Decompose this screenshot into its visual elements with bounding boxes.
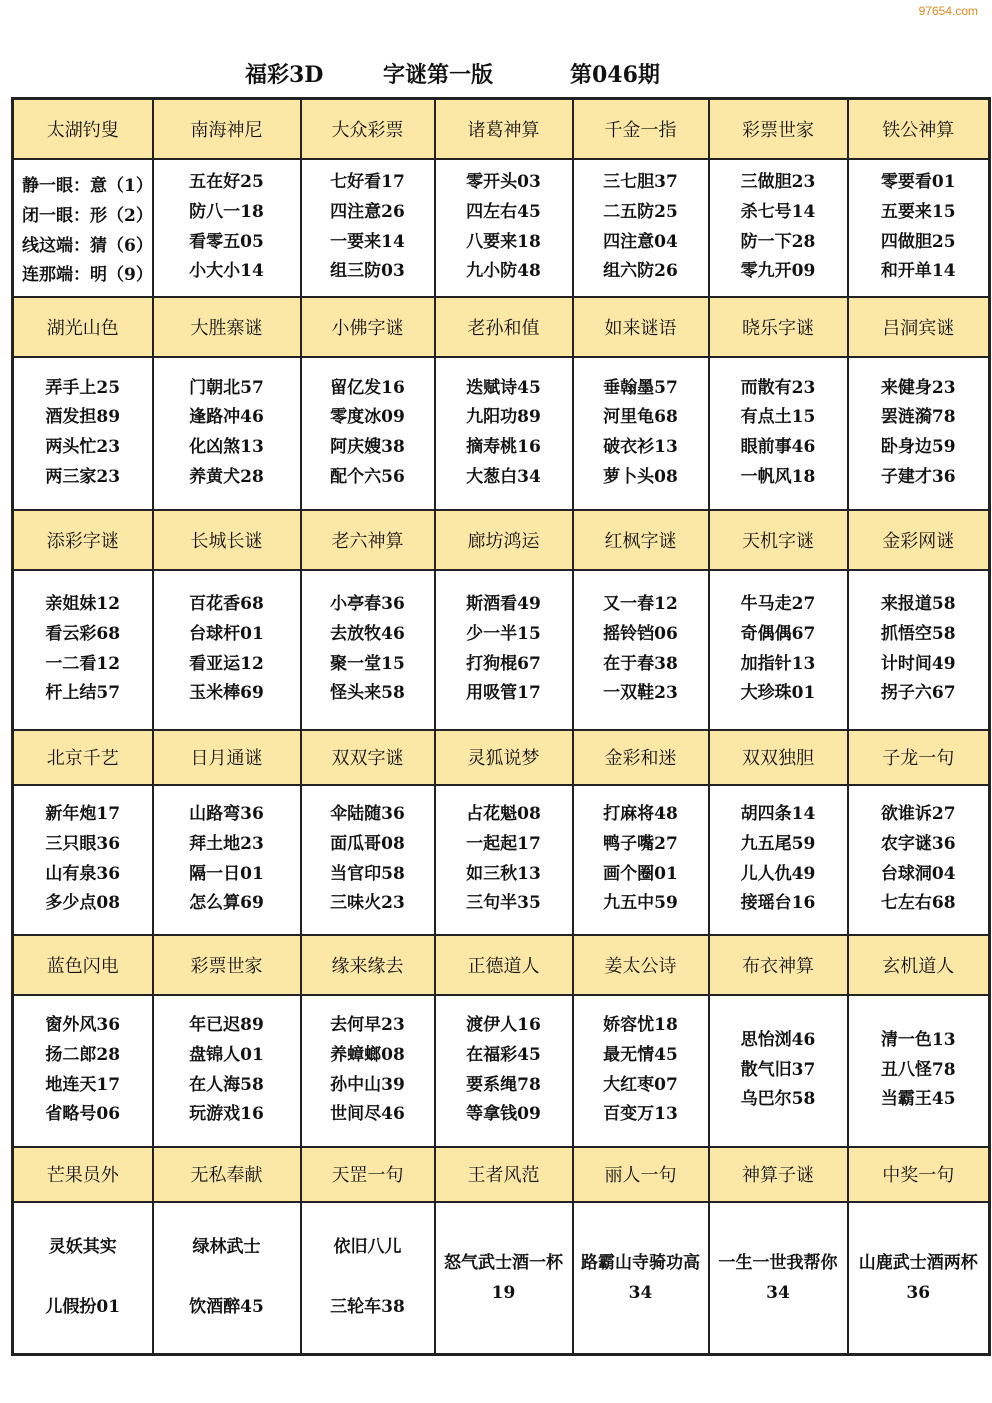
riddle-line: 农字谜36 — [880, 833, 956, 854]
riddle-cell — [435, 785, 573, 935]
riddle-line: 大红枣07 — [603, 1074, 678, 1095]
author-name: 丽人一句 — [573, 1147, 709, 1202]
riddle-line: 一要来14 — [330, 231, 405, 252]
riddle-line: 接瑶台16 — [740, 893, 816, 914]
riddle-line: 去何早23 — [330, 1015, 405, 1036]
riddle-line: 怎么算69 — [189, 893, 264, 914]
riddle-line: 卧身边59 — [880, 437, 956, 457]
riddle-line: 三只眼36 — [45, 833, 121, 854]
riddle-line: 儿人仇49 — [740, 863, 816, 884]
riddle-line: 零要看01 — [880, 172, 956, 193]
author-name: 芒果员外 — [13, 1147, 153, 1202]
riddle-line: 九小防48 — [466, 261, 541, 282]
riddle-line: 有点土15 — [740, 407, 816, 428]
author-name: 彩票世家 — [709, 99, 848, 159]
author-name: 廊坊鸿运 — [435, 510, 573, 570]
riddle-line: 零开头03 — [466, 172, 541, 193]
riddle-line: 三七胆37 — [603, 172, 678, 193]
riddle-cell — [573, 570, 709, 730]
riddle-cell — [13, 995, 153, 1147]
riddle-line: 灵妖其实 — [48, 1237, 117, 1258]
riddle-cell — [153, 357, 301, 510]
riddle-cell — [435, 995, 573, 1147]
riddle-line: 三句半35 — [466, 893, 541, 914]
riddle-line: 怪头来58 — [330, 683, 405, 704]
author-name: 子龙一句 — [848, 730, 990, 785]
riddle-line: 孙中山39 — [330, 1074, 405, 1095]
riddle-line: 占花魁08 — [466, 804, 541, 825]
riddle-line: 山鹿武士酒两杯36 — [858, 1252, 978, 1303]
riddle-line: 最无情45 — [603, 1044, 678, 1065]
author-name: 千金一指 — [573, 99, 709, 159]
intro-line: 线这端：猜（6） — [22, 235, 153, 256]
riddle-line: 盘锦人01 — [189, 1044, 264, 1065]
riddle-cell — [153, 785, 301, 935]
riddle-line: 胡四条14 — [740, 804, 816, 825]
riddle-cell — [848, 785, 990, 935]
riddle-line: 七好看17 — [330, 172, 405, 193]
author-name: 北京千艺 — [13, 730, 153, 785]
riddle-cell — [153, 159, 301, 297]
riddle-cell — [573, 159, 709, 297]
riddle-cell — [301, 1202, 435, 1355]
riddle-line: 用吸管17 — [466, 683, 541, 704]
riddle-line: 当官印58 — [330, 863, 405, 884]
author-name: 天机字谜 — [709, 510, 848, 570]
riddle-row — [13, 570, 990, 730]
riddle-line: 一二看12 — [45, 653, 121, 674]
riddle-line: 配个六56 — [330, 466, 405, 487]
riddle-cell — [709, 785, 848, 935]
riddle-cell — [848, 357, 990, 510]
riddle-cell — [301, 357, 435, 510]
riddle-line: 百变万13 — [603, 1104, 678, 1125]
riddle-row — [13, 995, 990, 1147]
riddle-cell — [435, 159, 573, 297]
author-name: 双双字谜 — [301, 730, 435, 785]
lottery-name: 福彩3D — [245, 62, 324, 88]
header-row — [13, 510, 990, 570]
riddle-line: 门朝北57 — [189, 377, 264, 398]
riddle-line: 拐子六67 — [880, 683, 956, 704]
header-row — [13, 99, 990, 159]
riddle-line: 九五中59 — [603, 893, 678, 914]
riddle-line: 地连天17 — [45, 1074, 121, 1095]
riddle-cell — [709, 1202, 848, 1355]
riddle-cell — [573, 995, 709, 1147]
riddle-line: 伞陆随36 — [330, 804, 405, 825]
riddle-line: 萝卜头08 — [603, 466, 678, 487]
riddle-line: 组三防03 — [330, 261, 405, 282]
riddle-line: 看零五05 — [189, 231, 264, 252]
riddle-line: 防一下28 — [740, 231, 816, 252]
riddle-line: 九五尾59 — [740, 833, 816, 854]
author-name: 老六神算 — [301, 510, 435, 570]
author-name: 小佛字谜 — [301, 297, 435, 357]
riddle-line: 奇偶偶67 — [740, 623, 816, 644]
riddle-line: 当霸王45 — [880, 1089, 956, 1110]
riddle-cell — [153, 1202, 301, 1355]
riddle-cell — [13, 570, 153, 730]
riddle-line: 罢涟漪78 — [880, 407, 956, 428]
author-name: 王者风范 — [435, 1147, 573, 1202]
riddle-line: 加指针13 — [740, 653, 816, 674]
riddle-line: 打狗棍67 — [466, 653, 541, 674]
riddle-line: 扬二郎28 — [45, 1044, 121, 1065]
riddle-line: 绿林武士 — [192, 1237, 261, 1258]
riddle-line: 组六防26 — [603, 261, 678, 282]
riddle-line: 养蟑螂08 — [330, 1044, 405, 1065]
riddle-line: 如三秋13 — [466, 863, 541, 884]
riddle-cell — [709, 159, 848, 297]
riddle-cell — [848, 570, 990, 730]
page-title — [0, 58, 992, 92]
riddle-cell — [301, 570, 435, 730]
riddle-line: 大葱白34 — [466, 466, 541, 487]
issue-number: 第046期 — [570, 62, 660, 88]
riddle-line: 来报道58 — [880, 594, 956, 615]
riddle-line: 零度冰09 — [330, 407, 405, 428]
author-name: 无私奉献 — [153, 1147, 301, 1202]
riddle-line: 四做胆25 — [880, 231, 956, 252]
riddle-line: 一双鞋23 — [603, 683, 678, 704]
riddle-row — [13, 357, 990, 510]
riddle-line: 逢路冲46 — [189, 407, 264, 428]
author-name: 金彩和迷 — [573, 730, 709, 785]
riddle-line: 年已迟89 — [189, 1015, 264, 1036]
riddle-line: 九阳功89 — [466, 407, 541, 428]
riddle-line: 七左右68 — [880, 893, 956, 914]
author-name: 中奖一句 — [848, 1147, 990, 1202]
riddle-line: 小亭春36 — [330, 594, 405, 615]
riddle-cell — [13, 159, 153, 297]
riddle-line: 去放牧46 — [330, 623, 405, 644]
author-name: 如来谜语 — [573, 297, 709, 357]
riddle-line: 在福彩45 — [466, 1044, 541, 1065]
riddle-cell — [13, 1202, 153, 1355]
riddle-line: 而散有23 — [740, 377, 816, 398]
edition-name: 字谜第一版 — [383, 62, 494, 88]
author-name: 吕洞宾谜 — [848, 297, 990, 357]
riddle-line: 少一半15 — [466, 623, 541, 644]
riddle-line: 窗外风36 — [45, 1015, 121, 1036]
author-name: 彩票世家 — [153, 935, 301, 995]
riddle-line: 多少点08 — [45, 893, 121, 914]
riddle-line: 四注意04 — [603, 231, 678, 252]
riddle-line: 计时间49 — [880, 653, 956, 674]
riddle-line: 眼前事46 — [740, 437, 816, 457]
author-name: 姜太公诗 — [573, 935, 709, 995]
riddle-line: 在人海58 — [189, 1074, 264, 1095]
riddle-line: 亲姐妹12 — [45, 594, 121, 615]
riddle-cell — [709, 995, 848, 1147]
riddle-line: 山有泉36 — [45, 863, 121, 884]
header-row — [13, 730, 990, 785]
riddle-line: 渡伊人16 — [466, 1015, 541, 1036]
riddle-line: 在于春38 — [603, 653, 678, 674]
riddle-line: 新年炮17 — [45, 804, 121, 825]
author-name: 晓乐字谜 — [709, 297, 848, 357]
riddle-line: 小大小14 — [189, 261, 264, 282]
riddle-line: 防八一18 — [189, 201, 264, 222]
riddle-line: 儿假扮01 — [45, 1296, 121, 1317]
riddle-line: 画个圈01 — [603, 863, 678, 884]
header-row — [13, 1147, 990, 1202]
site-watermark: 97654.com — [918, 4, 978, 18]
author-name: 灵狐说梦 — [435, 730, 573, 785]
header-row — [13, 297, 990, 357]
author-name: 神算子谜 — [709, 1147, 848, 1202]
riddle-line: 河里龟68 — [603, 407, 678, 428]
riddle-cell — [153, 570, 301, 730]
riddle-cell — [153, 995, 301, 1147]
riddle-line: 鸭子嘴27 — [603, 833, 678, 854]
riddle-line: 欲谁诉27 — [880, 804, 956, 825]
riddle-line: 阿庆嫂38 — [330, 437, 405, 457]
riddle-row — [13, 159, 990, 297]
riddle-cell — [848, 1202, 990, 1355]
author-name: 长城长谜 — [153, 510, 301, 570]
riddle-line: 一生一世我帮你34 — [718, 1252, 838, 1303]
riddle-line: 散气旧37 — [740, 1059, 816, 1080]
riddle-table — [11, 97, 991, 1356]
riddle-cell — [435, 1202, 573, 1355]
riddle-line: 清一色13 — [880, 1030, 956, 1051]
riddle-line: 两头忙23 — [45, 437, 121, 457]
riddle-cell — [573, 785, 709, 935]
riddle-cell — [848, 995, 990, 1147]
author-name: 天罡一句 — [301, 1147, 435, 1202]
author-name: 大胜寨谜 — [153, 297, 301, 357]
author-name: 太湖钓叟 — [13, 99, 153, 159]
riddle-line: 看亚运12 — [189, 653, 264, 674]
riddle-cell — [301, 785, 435, 935]
riddle-line: 四左右45 — [466, 201, 541, 222]
riddle-line: 杀七号14 — [740, 201, 816, 222]
intro-line: 静一眼：意（1） — [22, 176, 153, 197]
riddle-line: 斯酒看49 — [466, 594, 541, 615]
riddle-line: 台球杆01 — [189, 623, 264, 644]
riddle-line: 来健身23 — [880, 377, 956, 398]
riddle-cell — [573, 1202, 709, 1355]
riddle-line: 乌巴尔58 — [740, 1089, 816, 1110]
intro-line: 闭一眼：形（2） — [22, 205, 153, 226]
riddle-line: 和开单14 — [880, 261, 956, 282]
author-name: 日月通谜 — [153, 730, 301, 785]
riddle-line: 拜土地23 — [189, 833, 264, 854]
author-name: 添彩字谜 — [13, 510, 153, 570]
riddle-line: 台球洞04 — [880, 863, 956, 884]
riddle-cell — [435, 570, 573, 730]
riddle-line: 娇容忧18 — [603, 1015, 678, 1036]
riddle-cell — [709, 570, 848, 730]
riddle-cell — [13, 785, 153, 935]
author-name: 玄机道人 — [848, 935, 990, 995]
riddle-line: 又一春12 — [603, 594, 678, 615]
riddle-line: 两三家23 — [45, 466, 121, 487]
header-row — [13, 935, 990, 995]
riddle-line: 一帆风18 — [740, 466, 816, 487]
riddle-line: 饮酒醉45 — [189, 1296, 264, 1317]
riddle-line: 一起起17 — [466, 833, 541, 854]
riddle-cell — [709, 357, 848, 510]
riddle-row — [13, 1202, 990, 1355]
riddle-cell — [435, 357, 573, 510]
author-name: 金彩网谜 — [848, 510, 990, 570]
riddle-cell — [573, 357, 709, 510]
author-name: 蓝色闪电 — [13, 935, 153, 995]
riddle-line: 摇铃铛06 — [603, 623, 678, 644]
riddle-line: 世间尽46 — [330, 1104, 405, 1125]
riddle-line: 玉米棒69 — [189, 683, 264, 704]
riddle-line: 养黄犬28 — [189, 466, 264, 487]
riddle-row — [13, 785, 990, 935]
riddle-line: 八要来18 — [466, 231, 541, 252]
riddle-line: 怒气武士酒一杯19 — [444, 1252, 563, 1303]
riddle-line: 省略号06 — [45, 1104, 121, 1125]
riddle-line: 看云彩68 — [45, 623, 121, 644]
riddle-line: 迭赋诗45 — [466, 377, 541, 398]
author-name: 红枫字谜 — [573, 510, 709, 570]
riddle-line: 三轮车38 — [330, 1296, 405, 1317]
riddle-line: 玩游戏16 — [189, 1104, 264, 1125]
riddle-cell — [301, 995, 435, 1147]
riddle-line: 路霸山寺骑功高34 — [581, 1252, 700, 1303]
author-name: 诸葛神算 — [435, 99, 573, 159]
riddle-line: 零九开09 — [740, 261, 816, 282]
riddle-line: 依旧八儿 — [333, 1237, 402, 1258]
riddle-line: 抓悟空58 — [880, 623, 956, 644]
riddle-line: 思怡浏46 — [740, 1030, 816, 1051]
riddle-line: 三做胆23 — [740, 172, 816, 193]
author-name: 铁公神算 — [848, 99, 990, 159]
riddle-cell — [301, 159, 435, 297]
riddle-line: 五在好25 — [189, 172, 264, 193]
riddle-line: 二五防25 — [603, 201, 678, 222]
riddle-line: 丑八怪78 — [880, 1059, 956, 1080]
riddle-line: 垂翰墨57 — [603, 377, 678, 398]
riddle-line: 子建才36 — [880, 466, 956, 487]
riddle-line: 摘寿桃16 — [466, 437, 541, 457]
riddle-line: 化凶煞13 — [189, 437, 264, 457]
riddle-line: 五要来15 — [880, 201, 956, 222]
author-name: 湖光山色 — [13, 297, 153, 357]
intro-line: 连那端：明（9） — [22, 265, 153, 286]
riddle-line: 三味火23 — [330, 893, 405, 914]
author-name: 老孙和值 — [435, 297, 573, 357]
riddle-line: 面瓜哥08 — [330, 833, 405, 854]
riddle-line: 弄手上25 — [45, 377, 121, 398]
riddle-line: 四注意26 — [330, 201, 405, 222]
riddle-line: 聚一堂15 — [330, 653, 405, 674]
author-name: 双双独胆 — [709, 730, 848, 785]
riddle-line: 牛马走27 — [740, 594, 816, 615]
riddle-line: 山路弯36 — [189, 804, 264, 825]
riddle-line: 留亿发16 — [330, 377, 405, 398]
riddle-cell — [848, 159, 990, 297]
author-name: 布衣神算 — [709, 935, 848, 995]
riddle-cell — [13, 357, 153, 510]
author-name: 正德道人 — [435, 935, 573, 995]
riddle-line: 打麻将48 — [603, 804, 678, 825]
riddle-line: 等拿钱09 — [466, 1104, 541, 1125]
riddle-line: 要系绳78 — [466, 1074, 541, 1095]
riddle-line: 酒发担89 — [45, 407, 121, 428]
riddle-line: 大珍珠01 — [740, 683, 816, 704]
riddle-line: 破衣衫13 — [603, 437, 678, 457]
author-name: 缘来缘去 — [301, 935, 435, 995]
riddle-line: 百花香68 — [189, 594, 264, 615]
author-name: 大众彩票 — [301, 99, 435, 159]
riddle-line: 隔一日01 — [189, 863, 264, 884]
author-name: 南海神尼 — [153, 99, 301, 159]
riddle-line: 杆上结57 — [45, 683, 121, 704]
